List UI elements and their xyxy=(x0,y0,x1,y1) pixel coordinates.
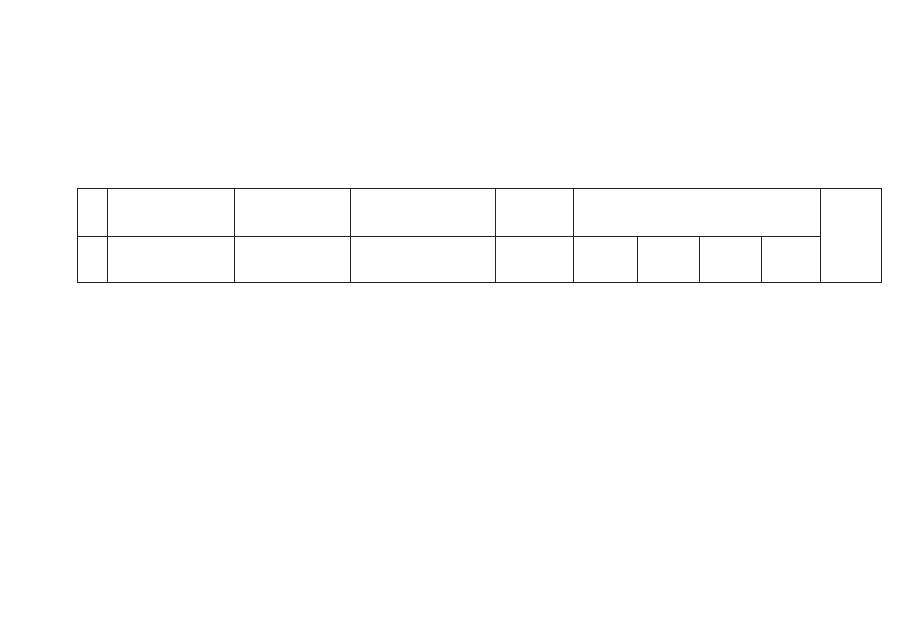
header-steam xyxy=(574,189,821,237)
header-type xyxy=(235,189,351,237)
header-num xyxy=(78,189,108,237)
header-row xyxy=(78,189,882,237)
tariff-table xyxy=(77,188,882,283)
header-year xyxy=(351,189,496,237)
tariff-table-body xyxy=(78,189,882,283)
header-sharp-steam xyxy=(821,189,882,283)
org-row-year xyxy=(351,237,496,283)
header-pressure-row xyxy=(78,237,882,283)
header-pressure-2 xyxy=(638,237,700,283)
header-water xyxy=(496,189,574,237)
org-row-water xyxy=(496,237,574,283)
header-pressure-3 xyxy=(700,237,762,283)
org-row-num xyxy=(78,237,108,283)
header-pressure-4 xyxy=(762,237,821,283)
header-org xyxy=(108,189,235,237)
header-pressure-1 xyxy=(574,237,638,283)
org-row-name xyxy=(108,237,235,283)
org-row-type xyxy=(235,237,351,283)
